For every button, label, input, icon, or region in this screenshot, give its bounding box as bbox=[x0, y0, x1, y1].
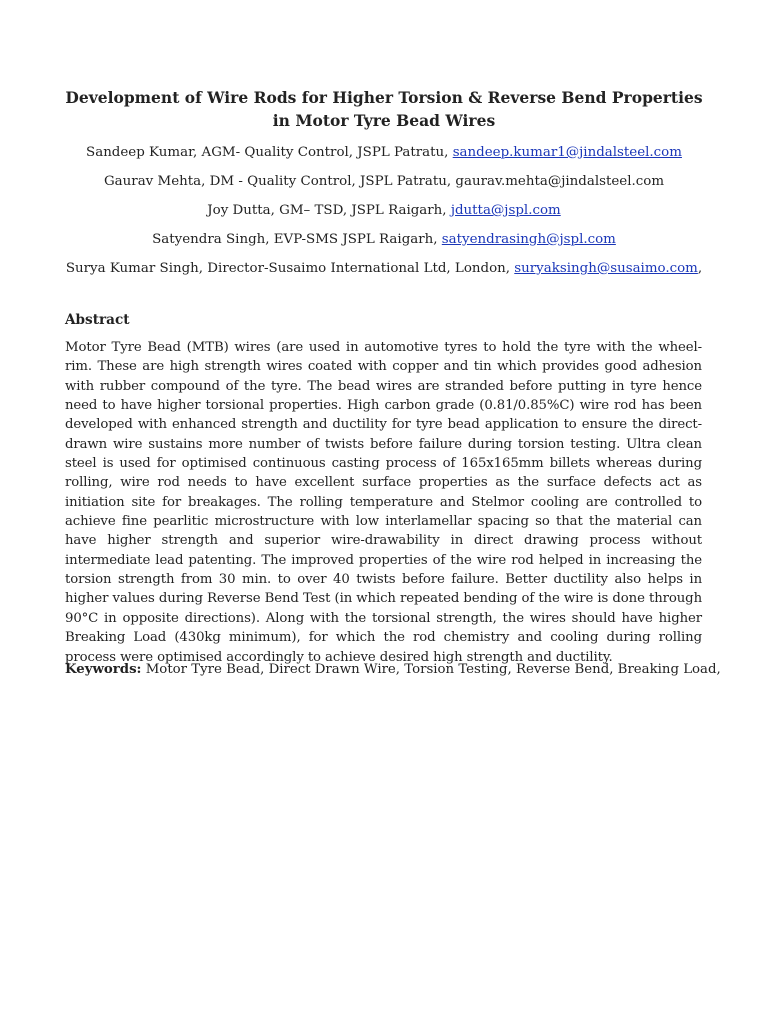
author-line bbox=[40, 231, 728, 249]
author-suffix: , bbox=[697, 261, 703, 276]
author-email-link[interactable]: satyendrasingh@jspl.com bbox=[441, 232, 616, 247]
keywords-line bbox=[65, 661, 725, 679]
author-line bbox=[40, 260, 728, 278]
keywords-label: Keywords: bbox=[65, 662, 142, 677]
author-affiliation: Sandeep Kumar, AGM- Quality Control, JSPL Patratu, bbox=[86, 145, 453, 160]
author-affiliation: Joy Dutta, GM– TSD, JSPL Raigarh, bbox=[207, 203, 451, 218]
author-line bbox=[40, 144, 728, 162]
author-email-link[interactable]: sandeep.kumar1@jindalsteel.com bbox=[452, 145, 682, 160]
author-email: gaurav.mehta@jindalsteel.com bbox=[455, 174, 665, 189]
author-line bbox=[40, 202, 728, 220]
paper-title: Development of Wire Rods for Higher Torsion & Reverse Bend Properties in Motor Tyre Bead Wires bbox=[65, 88, 703, 130]
author-affiliation: Satyendra Singh, EVP-SMS JSPL Raigarh, bbox=[152, 232, 442, 247]
author-email-link[interactable]: suryaksingh@susaimo.com bbox=[514, 261, 698, 276]
keywords-text: Motor Tyre Bead, Direct Drawn Wire, Torsion Testing, Reverse Bend, Breaking Load, bbox=[141, 662, 721, 677]
author-line bbox=[40, 173, 728, 191]
author-email-link[interactable]: jdutta@jspl.com bbox=[450, 203, 561, 218]
abstract-body: Motor Tyre Bead (MTB) wires (are used in automotive tyres to hold the tyre with the wheel-rim. These are high strength wires coated with copper and tin which provides good adhesion with rubber compound of the tyre. The bead wires are stranded before putting in tyre hence need to have higher torsional properties. High carbon grade (0.81/0.85%C) wire rod has been developed with enhanced strength and ductility for tyre bead application to ensure the direct-drawn wire sustains more number of twists before failure during torsion testing. Ultra clean steel is used for optimised continuous casting process of 165x165mm billets whereas during rolling, wire rod needs to have excellent surface properties as the surface defects act as initiation site for breakages. The rolling temperature and Stelmor cooling are controlled to achieve fine pearlitic microstructure with low interlamellar spacing so that the material can have higher strength and superior wire-drawability in direct drawing process without intermediate lead patenting. The improved properties of the wire rod helped in increasing the torsion strength from 30 min. to over 40 twists before failure. Better ductility also helps in higher values during Reverse Bend Test (in which repeated bending of the wire is done through 90°C in opposite directions). Along with the torsional strength, the wires should have higher Breaking Load (430kg minimum), for which the rod chemistry and cooling during rolling process were optimised accordingly to achieve desired high strength and ductility. bbox=[65, 340, 702, 665]
author-affiliation: Surya Kumar Singh, Director-Susaimo International Ltd, London, bbox=[65, 261, 515, 276]
abstract-heading: Abstract bbox=[65, 312, 130, 328]
author-affiliation: Gaurav Mehta, DM - Quality Control, JSPL Patratu, bbox=[103, 174, 456, 189]
